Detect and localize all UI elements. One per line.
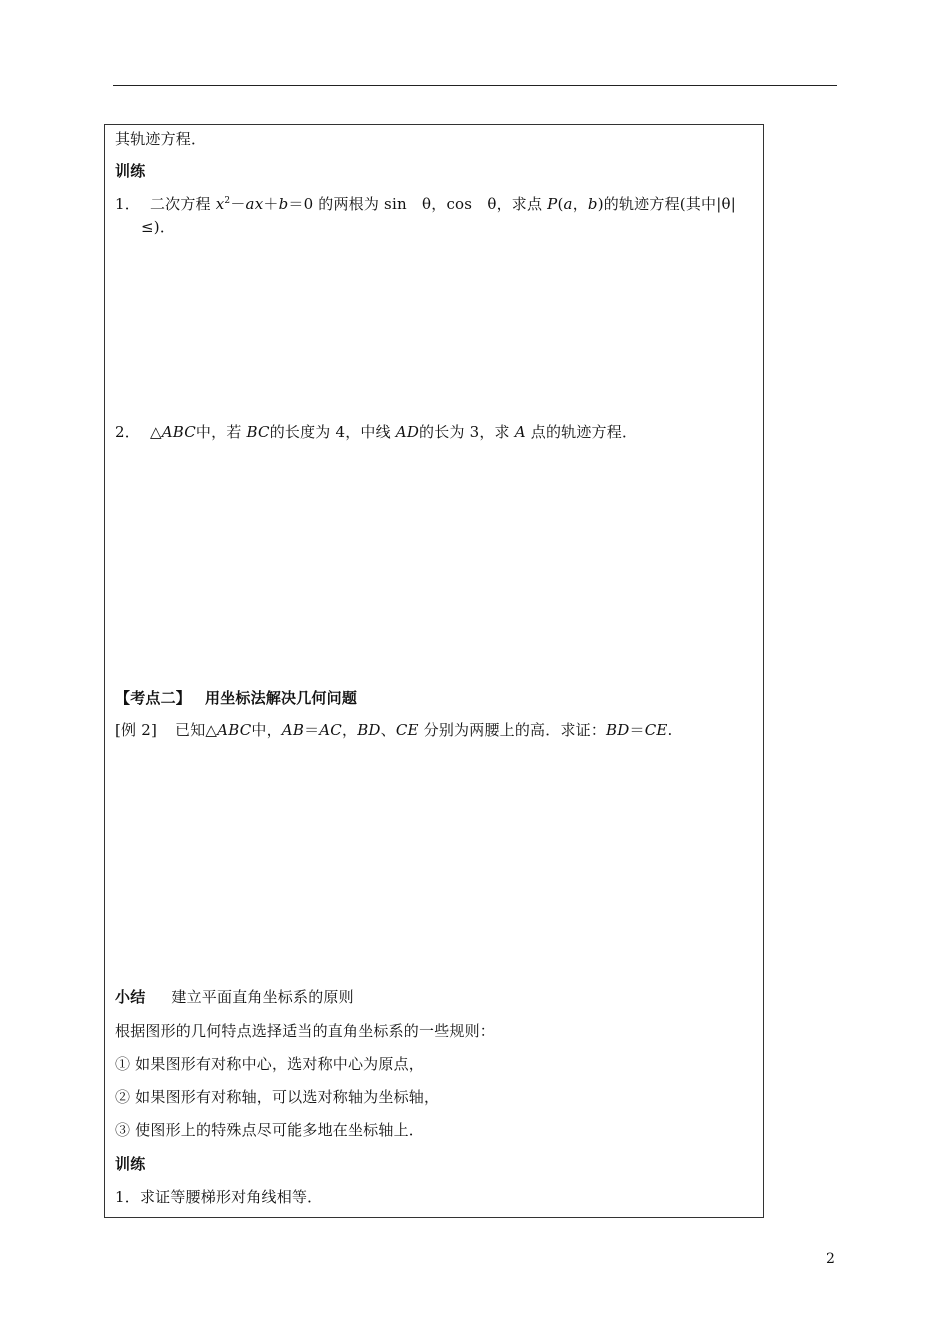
page-number: 2 <box>826 1251 835 1267</box>
point-p: P <box>547 195 558 213</box>
paren-close: ) <box>597 195 604 213</box>
segment-ac: AC <box>319 721 342 739</box>
section-2-bracket: 【考点二】 <box>115 689 192 707</box>
segment-ab: AB <box>281 721 305 739</box>
exercise-3: 1．求证等腰梯形对角线相等． <box>115 1188 323 1206</box>
exercise-2 <box>115 422 637 442</box>
training-heading-1: 训练 <box>115 162 146 180</box>
minus-sign: － <box>230 195 246 213</box>
var-b: b <box>278 195 289 213</box>
exercise-1-line-2: ≤)． <box>141 218 176 236</box>
summary-intro: 根据图形的几何特点选择适当的直角坐标系的一些规则： <box>115 1022 496 1040</box>
exercise-1-roots: ＝0 的两根为 sin θ，cos θ，求点 <box>288 195 548 213</box>
segment-bd: BD <box>357 721 381 739</box>
paren-open: ( <box>557 195 564 213</box>
exercise-2-text-3: 的长为 3，求 <box>419 423 515 441</box>
exercise-1 <box>115 191 736 214</box>
exercise-2-text-4: 点的轨迹方程． <box>525 423 638 441</box>
section-2-heading <box>115 688 357 708</box>
exercise-2-number: 2． <box>115 423 140 441</box>
exercise-2-text-2: 的长度为 4，中线 <box>269 423 396 441</box>
training-heading-2: 训练 <box>115 1155 146 1173</box>
exercise-2-text-1: 中，若 <box>195 423 247 441</box>
example-2-text-1: 已知△ <box>175 721 218 739</box>
plus-sign: ＋ <box>263 195 279 213</box>
summary-rule-1: ① 如果图形有对称中心，选对称中心为原点， <box>115 1055 424 1073</box>
superscript-2: 2 <box>224 196 231 206</box>
var-ax: ax <box>245 195 264 213</box>
exercise-1-number: 1． <box>115 195 140 213</box>
summary-rule-2: ② 如果图形有对称轴，可以选对称轴为坐标轴， <box>115 1088 440 1106</box>
example-2-label: [例 2] <box>115 721 158 739</box>
summary-title: 建立平面直角坐标系的原则 <box>171 988 354 1006</box>
segment-bd-2: BD <box>606 721 630 739</box>
example-2-text-3: 分别为两腰上的高．求证： <box>418 721 607 739</box>
equals-sign: ＝ <box>304 721 320 739</box>
point-a: A <box>514 423 526 441</box>
separator: 、 <box>380 721 396 739</box>
segment-ce-2: CE <box>644 721 668 739</box>
exercise-1-text: 二次方程 <box>149 195 216 213</box>
coord-b: b <box>587 195 598 213</box>
comma: ， <box>341 721 358 739</box>
exercise-1-tail: 的轨迹方程(其中|θ| <box>603 195 736 213</box>
coord-a: a <box>563 195 573 213</box>
triangle-abc: ABC <box>161 423 196 441</box>
header-rule <box>113 85 837 86</box>
summary-rule-3: ③ 使图形上的特殊点尽可能多地在坐标轴上． <box>115 1121 424 1139</box>
period: . <box>667 721 673 739</box>
equals-sign-2: ＝ <box>629 721 645 739</box>
summary-heading <box>115 987 354 1007</box>
intro-tail: 其轨迹方程． <box>115 130 207 148</box>
segment-bc: BC <box>246 423 270 441</box>
var-x: x <box>215 195 225 213</box>
triangle-abc: ABC <box>217 721 252 739</box>
example-2-text-2: 中， <box>251 721 282 739</box>
triangle-symbol: △ <box>149 423 162 441</box>
summary-label: 小结 <box>115 988 146 1006</box>
example-2 <box>115 720 673 740</box>
segment-ce: CE <box>395 721 419 739</box>
comma: ， <box>572 195 588 213</box>
segment-ad: AD <box>395 423 420 441</box>
section-2-title: 用坐标法解决几何问题 <box>205 689 358 707</box>
